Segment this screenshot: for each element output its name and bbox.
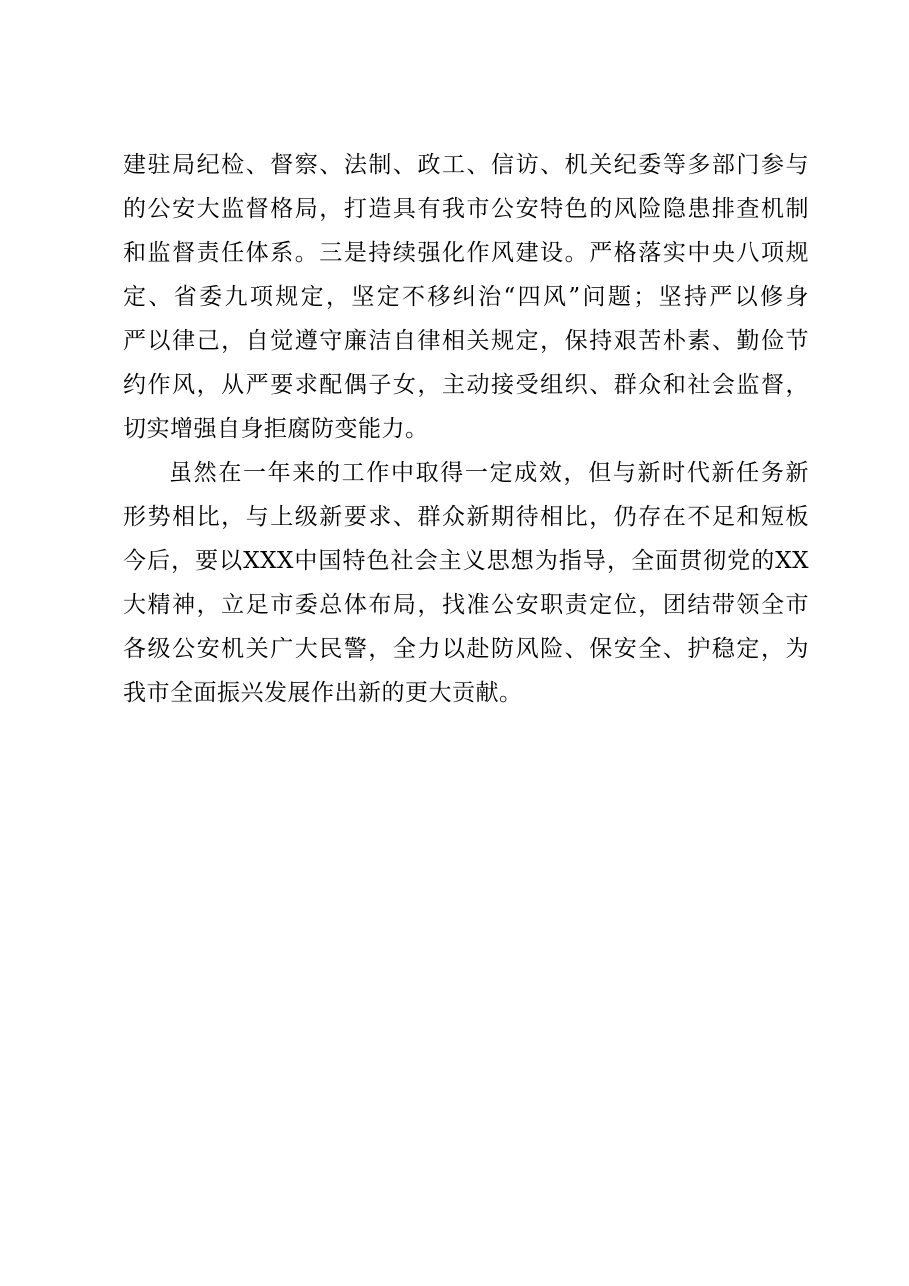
text-line: 和监督责任体系。三是持续强化作风建设。严格落实中央八项规 [123, 240, 809, 266]
text-line: 建驻局纪检、督察、法制、政工、信访、机关纪委等多部门参与 [123, 152, 809, 178]
text-line: 各级公安机关广大民警，全力以赴防风险、保安全、护稳定，为 [123, 636, 809, 662]
text-line: 虽然在一年来的工作中取得一定成效，但与新时代新任务新 [169, 460, 809, 486]
text-line: 严以律己，自觉遵守廉洁自律相关规定，保持艰苦朴素、勤俭节 [123, 328, 809, 354]
paragraph-2 [123, 451, 809, 715]
paragraph-1 [123, 143, 809, 451]
body-text [123, 143, 809, 715]
text-line: 切实增强自身拒腐防变能力。 [123, 416, 429, 442]
text-line: 我市全面振兴发展作出新的更大贡献。 [123, 680, 523, 706]
text-line: 的公安大监督格局，打造具有我市公安特色的风险隐患排查机制 [123, 196, 809, 222]
text-line: 大精神，立足市委总体布局，找准公安职责定位，团结带领全市 [123, 592, 809, 618]
text-line: 形势相比，与上级新要求、群众新期待相比，仍存在不足和短板 [123, 504, 809, 530]
text-line: 定、省委九项规定，坚定不移纠治“四风”问题；坚持严以修身 [123, 284, 809, 310]
text-line: 今后，要以XXX中国特色社会主义思想为指导，全面贯彻党的XX [123, 548, 809, 574]
text-line: 约作风，从严要求配偶子女，主动接受组织、群众和社会监督， [123, 372, 809, 398]
